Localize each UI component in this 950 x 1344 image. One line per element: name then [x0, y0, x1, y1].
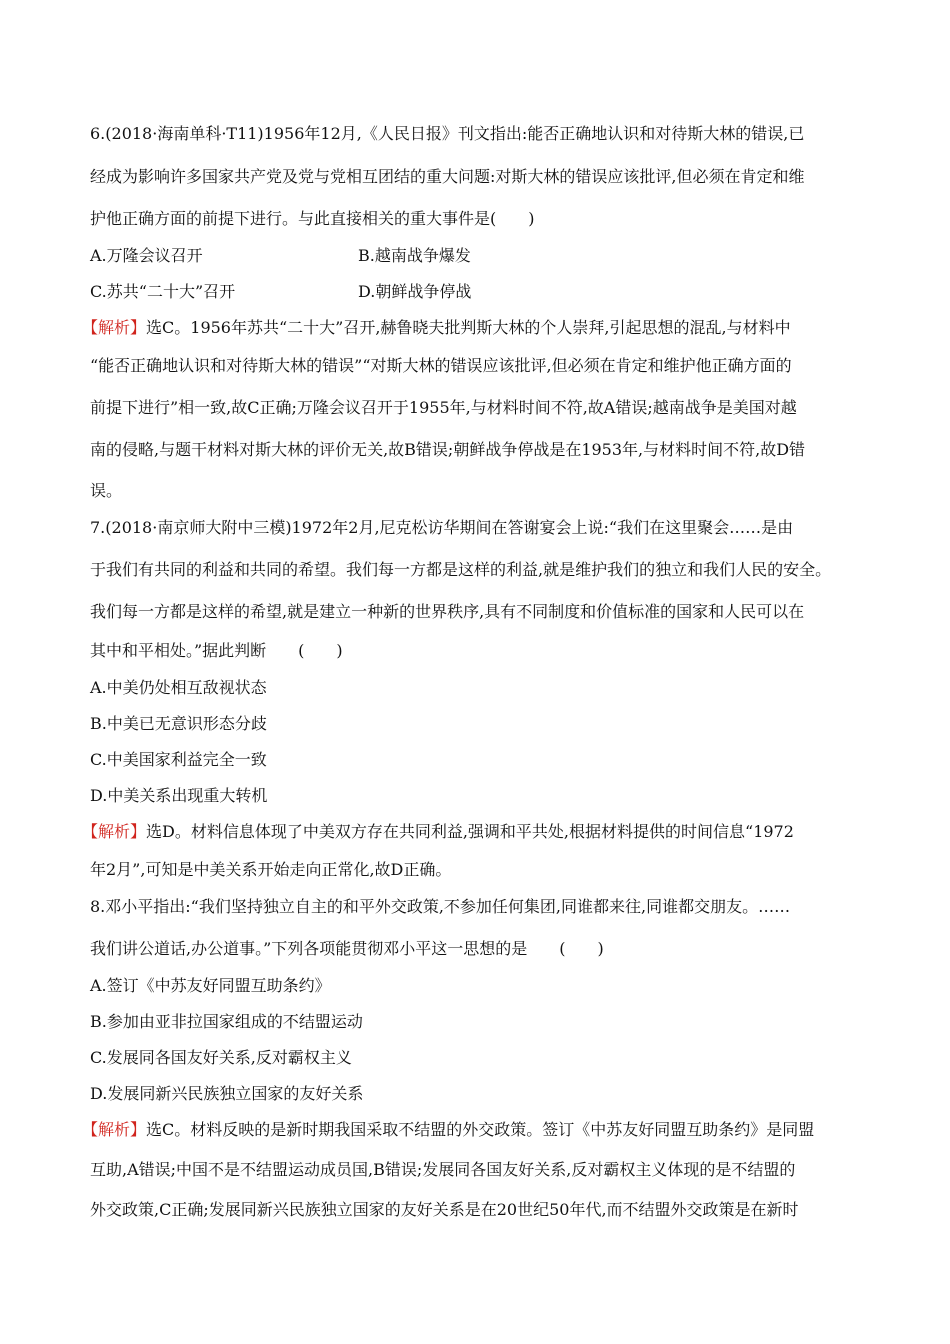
q7-analysis-text: 选D。材料信息体现了中美双方存在共同利益,强调和平共处,根据材料提供的时间信息“1972: [146, 822, 794, 841]
q7-analysis-line: [82, 822, 794, 842]
q6-analysis-line: 误。: [90, 481, 123, 500]
q8-analysis-line: 互助,A错误;中国不是不结盟运动成员国,B错误;发展同各国友好关系,反对霸权主义体现的是不结盟的: [90, 1160, 796, 1179]
q6-analysis-line: 前提下进行”相一致,故C正确;万隆会议召开于1955年,与材料时间不符,故A错误;越南战争是美国对越: [90, 398, 797, 417]
q7-stem-line: 其中和平相处。”据此判断 ( ): [90, 641, 343, 660]
q7-option-c: C.中美国家利益完全一致: [90, 750, 267, 769]
q8-option-b: B.参加由亚非拉国家组成的不结盟运动: [90, 1012, 363, 1031]
q8-analysis-line: 外交政策,C正确;发展同新兴民族独立国家的友好关系是在20世纪50年代,而不结盟外交政策是在新时: [90, 1200, 799, 1219]
q8-option-d: D.发展同新兴民族独立国家的友好关系: [90, 1084, 364, 1103]
q7-option-b: B.中美已无意识形态分歧: [90, 714, 267, 733]
q6-analysis-line: [82, 318, 791, 338]
analysis-tag: 【解析】: [82, 318, 147, 337]
q6-option-b: B.越南战争爆发: [358, 246, 471, 265]
q7-stem-line: 7.(2018·南京师大附中三模)1972年2月,尼克松访华期间在答谢宴会上说:“我们在这里聚会……是由: [90, 518, 794, 537]
q7-option-a: A.中美仍处相互敌视状态: [90, 678, 267, 697]
q6-analysis-text: 选C。1956年苏共“二十大”召开,赫鲁晓夫批判斯大林的个人崇拜,引起思想的混乱,与材料中: [146, 318, 791, 337]
q6-analysis-line: 南的侵略,与题干材料对斯大林的评价无关,故B错误;朝鲜战争停战是在1953年,与材料时间不符,故D错: [90, 440, 806, 459]
q7-stem-line: 我们每一方都是这样的希望,就是建立一种新的世界秩序,具有不同制度和价值标准的国家和人民可以在: [90, 602, 805, 621]
analysis-tag: 【解析】: [82, 1120, 147, 1139]
q6-option-c: C.苏共“二十大”召开: [90, 282, 236, 301]
q6-analysis-line: “能否正确地认识和对待斯大林的错误”“对斯大林的错误应该批评,但必须在肯定和维护他正确方面的: [90, 356, 792, 375]
q8-option-c: C.发展同各国友好关系,反对霸权主义: [90, 1048, 352, 1067]
q8-stem-line: 我们讲公道话,办公道事。”下列各项能贯彻邓小平这一思想的是 ( ): [90, 939, 604, 958]
q8-analysis-line: [82, 1120, 814, 1140]
q8-option-a: A.签订《中苏友好同盟互助条约》: [90, 976, 331, 995]
q6-option-a: A.万隆会议召开: [90, 246, 203, 265]
q6-option-d: D.朝鲜战争停战: [358, 282, 472, 301]
q7-stem-line: 于我们有共同的利益和共同的希望。我们每一方都是这样的利益,就是维护我们的独立和我们人民的安全。: [90, 560, 832, 579]
analysis-tag: 【解析】: [82, 822, 147, 841]
q7-option-d: D.中美关系出现重大转机: [90, 786, 268, 805]
q6-stem-line: 护他正确方面的前提下进行。与此直接相关的重大事件是( ): [90, 209, 535, 228]
q8-analysis-text: 选C。材料反映的是新时期我国采取不结盟的外交政策。签订《中苏友好同盟互助条约》是同盟: [146, 1120, 815, 1139]
q8-stem-line: 8.邓小平指出:“我们坚持独立自主的和平外交政策,不参加任何集团,同谁都来往,同谁都交朋友。……: [90, 897, 791, 916]
q7-analysis-line: 年2月”,可知是中美关系开始走向正常化,故D正确。: [90, 860, 452, 879]
q6-stem-line: 6.(2018·海南单科·T11)1956年12月,《人民日报》刊文指出:能否正确地认识和对待斯大林的错误,已: [90, 124, 805, 143]
q6-stem-line: 经成为影响许多国家共产党及党与党相互团结的重大问题:对斯大林的错误应该批评,但必须在肯定和维: [90, 167, 805, 186]
